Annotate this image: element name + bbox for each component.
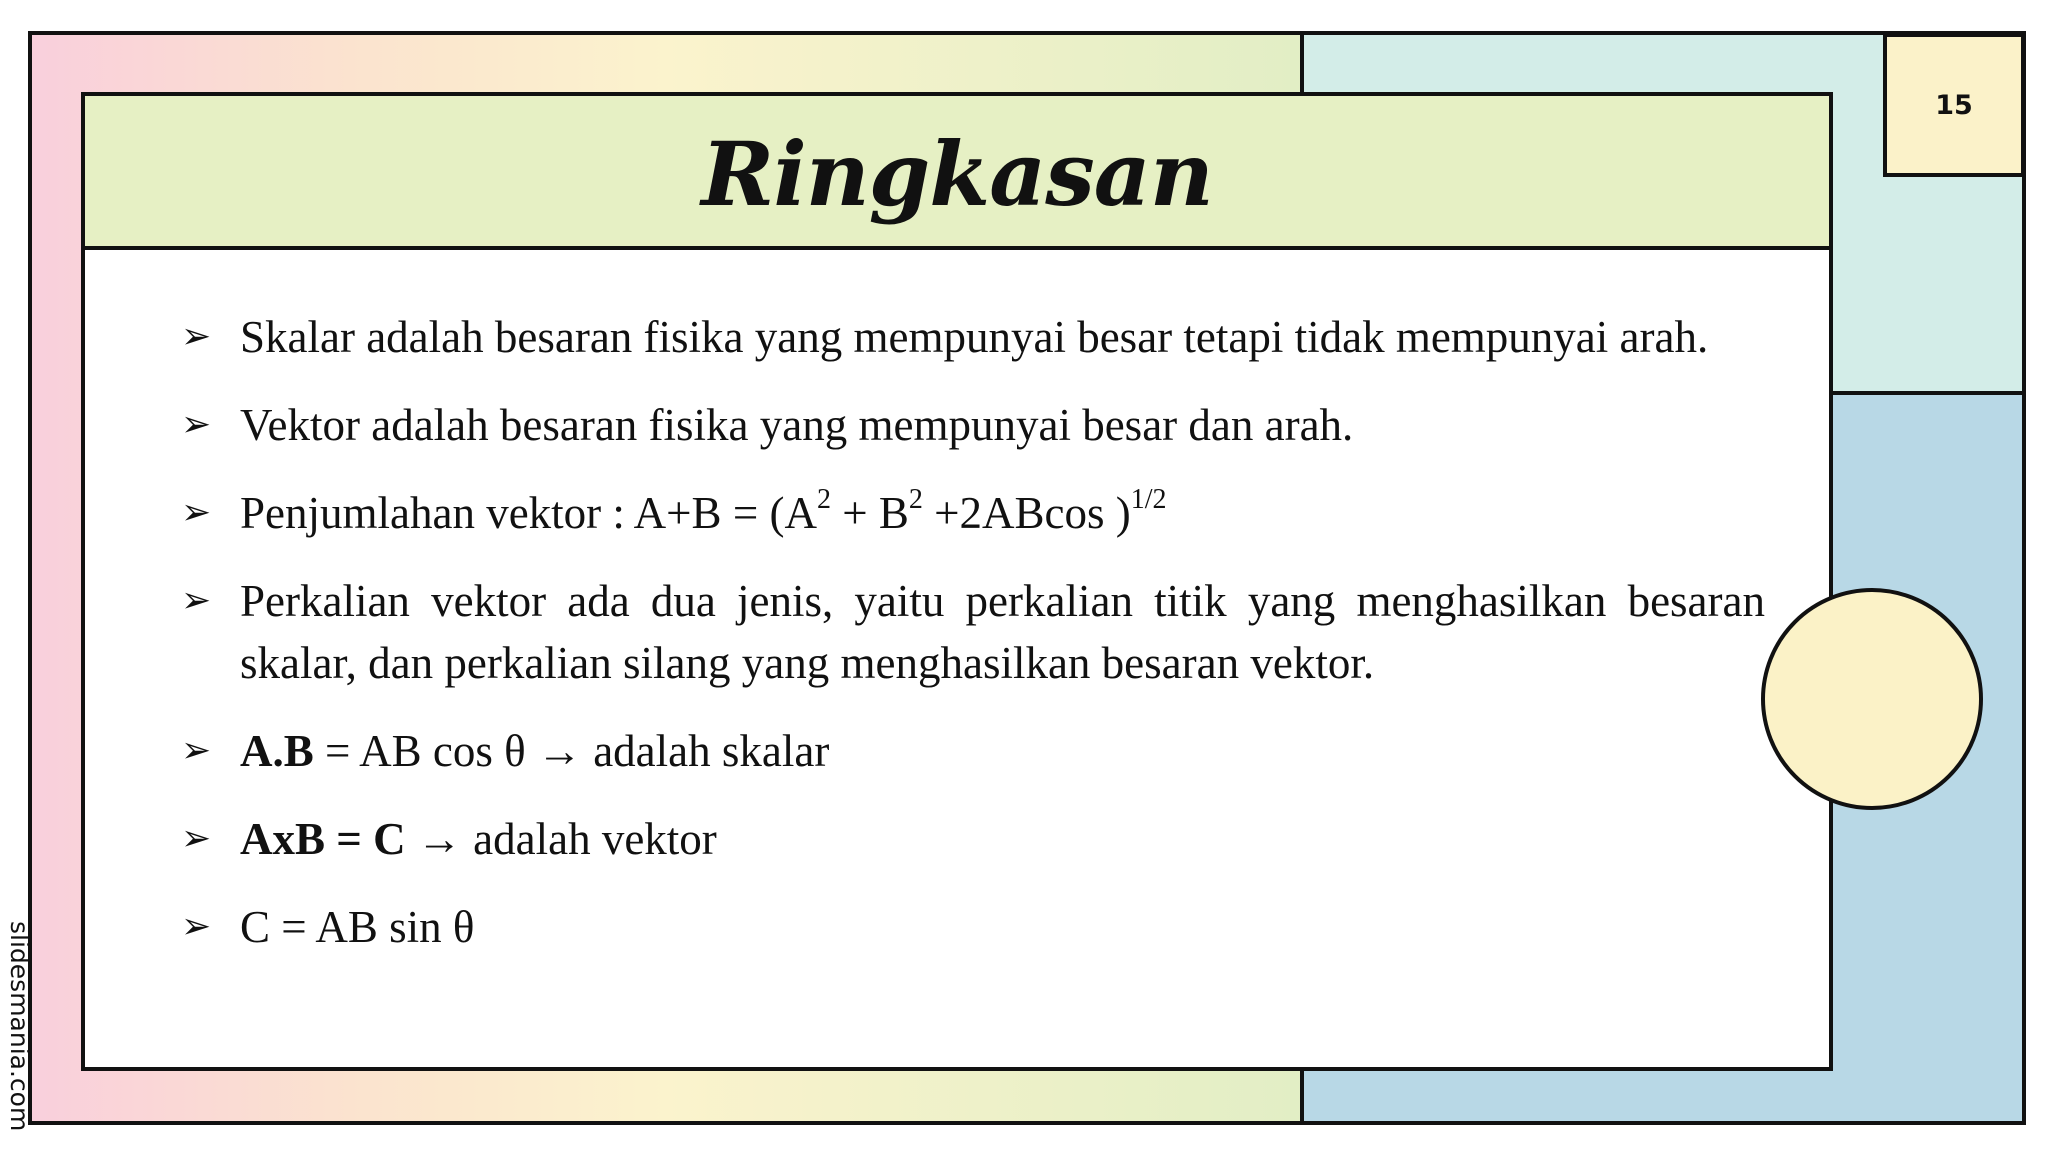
arrowhead-bullet-icon: ➢ <box>181 580 212 621</box>
bullet-item <box>181 720 1765 782</box>
formula-exponent: 2 <box>816 484 831 515</box>
arrowhead-bullet-icon: ➢ <box>181 730 212 771</box>
formula-exponent: 2 <box>908 484 923 515</box>
decorative-circle <box>1761 588 1983 810</box>
arrowhead-bullet-icon: ➢ <box>181 316 212 357</box>
bullet-item <box>181 306 1765 368</box>
bullet-item <box>181 808 1765 870</box>
formula-bold: AxB = C <box>240 814 406 864</box>
bullet-item <box>181 570 1765 694</box>
arrowhead-bullet-icon: ➢ <box>181 404 212 445</box>
watermark: slidesmania.com <box>5 921 34 1132</box>
bullet-text: Vektor adalah besaran fisika yang mempunyai besar dan arah. <box>240 400 1354 450</box>
bullet-list <box>181 306 1765 984</box>
page-number: 15 <box>1935 89 1973 121</box>
bullet-text: Skalar adalah besaran fisika yang mempunyai besar tetapi tidak mempunyai arah. <box>240 312 1709 362</box>
arrowhead-bullet-icon: ➢ <box>181 818 212 859</box>
cross-product-formula <box>240 808 1765 870</box>
bullet-text: Perkalian vektor ada dua jenis, yaitu perkalian titik yang menghasilkan besaran skalar, dan perkalian silang yang menghasilkan besaran vektor. <box>240 576 1765 688</box>
bullet-item <box>181 482 1765 544</box>
vector-sum-formula <box>240 482 1765 544</box>
page-number-badge <box>1883 33 2025 177</box>
formula-part: +2ABcos ) <box>922 488 1131 538</box>
formula-rest: → adalah vektor <box>405 814 717 864</box>
formula-exponent: 1/2 <box>1130 484 1167 515</box>
slide-title: Ringkasan <box>701 122 1213 226</box>
formula-part: Penjumlahan vektor : A+B = (A <box>240 488 817 538</box>
arrowhead-bullet-icon: ➢ <box>181 906 212 947</box>
content-panel <box>81 92 1833 1071</box>
bullet-text: C = AB sin θ <box>240 902 475 952</box>
formula-bold: A.B <box>240 726 314 776</box>
dot-product-formula <box>240 720 1765 782</box>
bullet-item <box>181 896 1765 958</box>
bullet-item <box>181 394 1765 456</box>
title-bar <box>85 96 1829 250</box>
formula-part: + B <box>830 488 909 538</box>
arrowhead-bullet-icon: ➢ <box>181 492 212 533</box>
formula-rest: = AB cos θ → adalah skalar <box>313 726 830 776</box>
